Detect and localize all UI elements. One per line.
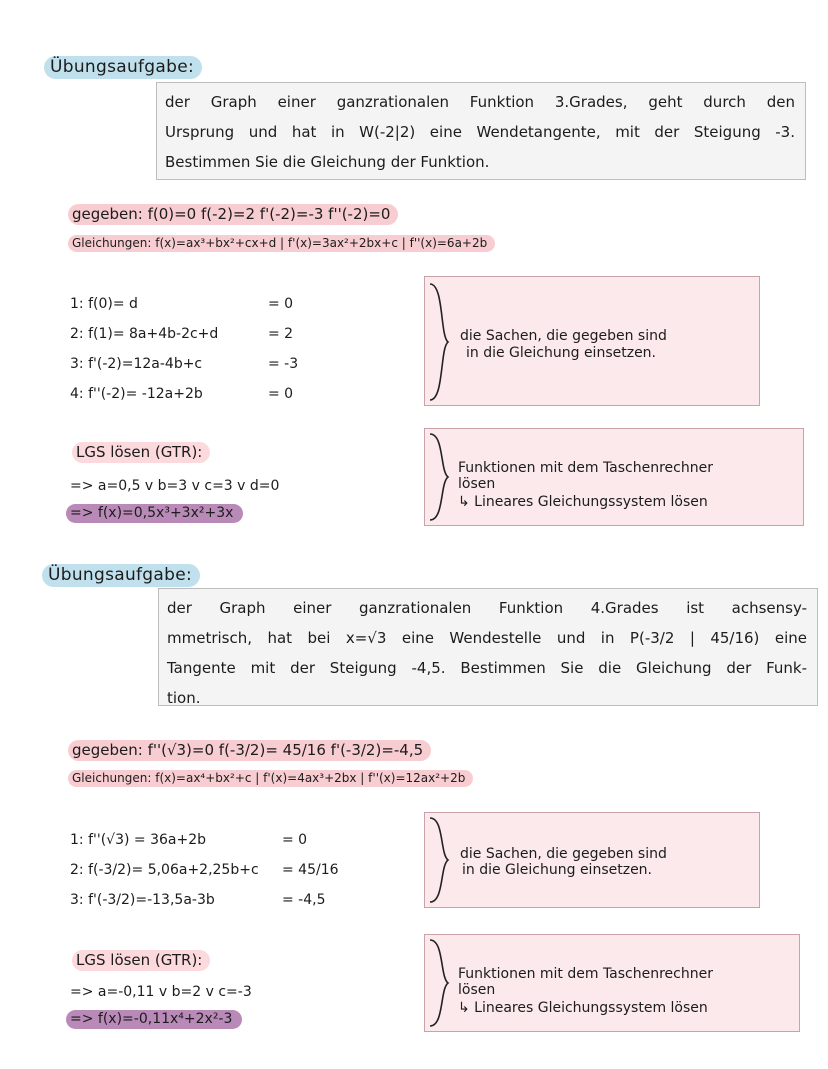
task2-eq-right: = 0 — [282, 832, 308, 848]
task2-note2-line: lösen — [458, 982, 496, 998]
task2-lgs-heading: LGS lösen (GTR): — [72, 950, 210, 971]
task2-heading: Übungsaufgabe: — [42, 564, 200, 587]
task1-eq-right: = 2 — [268, 326, 294, 342]
task2-solution: => a=-0,11 v b=2 v c=-3 — [70, 984, 252, 1000]
task2-eq-right: = -4,5 — [282, 892, 326, 908]
task1-eq-right: = 0 — [268, 296, 294, 312]
task2-note1-line: in die Gleichung einsetzen. — [462, 862, 653, 878]
task1-problem-box — [156, 82, 806, 180]
task1-solution: => a=0,5 v b=3 v c=3 v d=0 — [70, 478, 280, 494]
task2-eq-left: 3: f'(-3/2)=-13,5a-3b — [70, 892, 215, 908]
task1-result: => f(x)=0,5x³+3x²+3x — [66, 504, 243, 523]
task2-text-line: tion. — [167, 689, 201, 707]
task2-problem-box — [158, 588, 818, 706]
brace-icon — [426, 431, 452, 523]
task1-eq-right: = -3 — [268, 356, 299, 372]
task2-note2-line: Funktionen mit dem Taschenrechner — [458, 966, 713, 982]
brace-icon — [426, 815, 452, 905]
task1-note2-line: lösen — [458, 476, 496, 492]
brace-icon — [426, 281, 452, 403]
task1-text-line: Bestimmen Sie die Gleichung der Funktion. — [165, 153, 490, 171]
task2-note2-line: ↳ Lineares Gleichungssystem lösen — [458, 1000, 708, 1016]
task2-eq-left: 2: f(-3/2)= 5,06a+2,25b+c — [70, 862, 259, 878]
task1-note2-line: Funktionen mit dem Taschenrechner — [458, 460, 713, 476]
task1-eq-left: 1: f(0)= d — [70, 296, 138, 312]
task1-equations: Gleichungen: f(x)=ax³+bx²+cx+d | f'(x)=3ax²+2bx+c | f''(x)=6a+2b — [68, 235, 495, 252]
task1-text-line: Ursprung und hat in W(-2|2) eine Wendetangente, mit der Steigung -3. — [165, 123, 795, 141]
task2-result: => f(x)=-0,11x⁴+2x²-3 — [66, 1010, 242, 1029]
task1-text-line: der Graph einer ganzrationalen Funktion 3.Grades, geht durch den — [165, 93, 795, 111]
task2-equations: Gleichungen: f(x)=ax⁴+bx²+c | f'(x)=4ax³+2bx | f''(x)=12ax²+2b — [68, 770, 473, 787]
task2-text-line: mmetrisch, hat bei x=√3 eine Wendestelle und in P(-3/2 | 45/16) eine — [167, 629, 807, 647]
task2-text-line: Tangente mit der Steigung -4,5. Bestimmen Sie die Gleichung der Funk- — [167, 659, 807, 677]
task1-eq-right: = 0 — [268, 386, 294, 402]
task2-given: gegeben: f''(√3)=0 f(-3/2)= 45/16 f'(-3/2)=-4,5 — [68, 740, 431, 761]
task1-heading: Übungsaufgabe: — [44, 56, 202, 79]
task1-note1-line: in die Gleichung einsetzen. — [466, 345, 657, 361]
task1-eq-left: 3: f'(-2)=12a-4b+c — [70, 356, 203, 372]
task2-eq-left: 1: f''(√3) = 36a+2b — [70, 832, 207, 848]
task1-note2-line: ↳ Lineares Gleichungssystem lösen — [458, 494, 708, 510]
task1-note1-line: die Sachen, die gegeben sind — [460, 328, 667, 344]
task1-eq-left: 2: f(1)= 8a+4b-2c+d — [70, 326, 219, 342]
task1-given: gegeben: f(0)=0 f(-2)=2 f'(-2)=-3 f''(-2)=0 — [68, 204, 398, 225]
brace-icon — [426, 937, 452, 1029]
task1-lgs-heading: LGS lösen (GTR): — [72, 442, 210, 463]
task2-eq-right: = 45/16 — [282, 862, 339, 878]
task2-text-line: der Graph einer ganzrationalen Funktion 4.Grades ist achsensy- — [167, 599, 807, 617]
task2-note1-line: die Sachen, die gegeben sind — [460, 846, 667, 862]
task1-eq-left: 4: f''(-2)= -12a+2b — [70, 386, 203, 402]
